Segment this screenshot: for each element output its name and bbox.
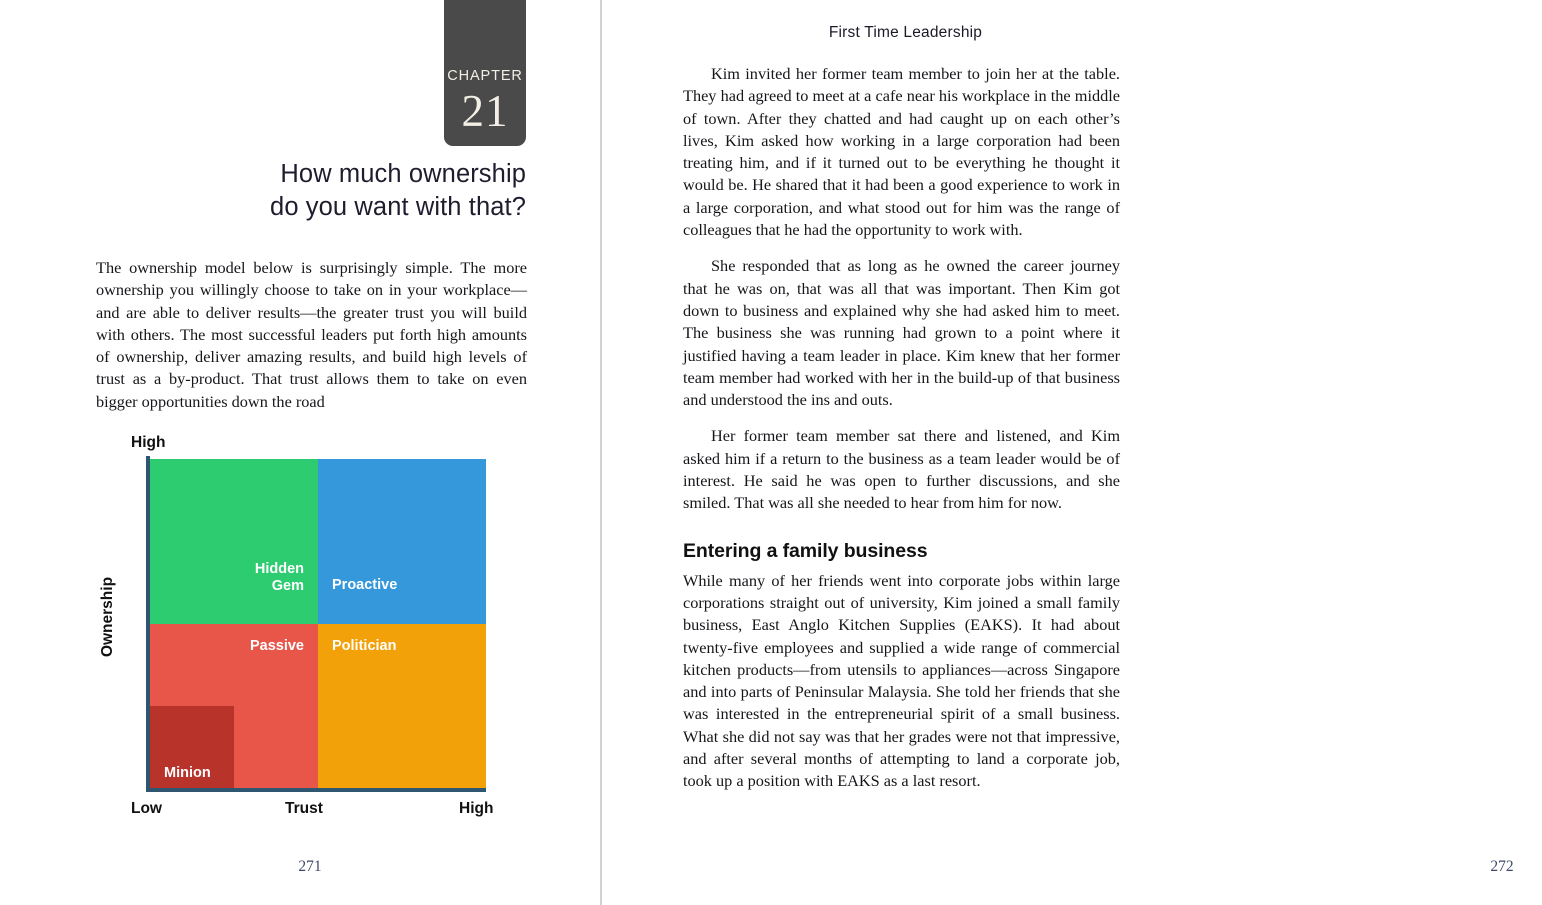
y-axis-title-label: Ownership: [99, 576, 117, 658]
matrix-cell-hidden-gem: [150, 459, 318, 624]
matrix-cell-minion: [150, 706, 234, 788]
section-paragraph: While many of her friends went into corporate jobs within large corporations straight out of university, Kim joined a small family business, East Anglo Kitchen Supplies (EAKS). It had about twenty-five employees and supplied a wide range of commercial kitchen products—from utensils to appliances—across Singapore and into parts of Peninsular Malaysia. She told her friends that she was interested in the entrepreneurial spirit of a small business. What she did not say was that her grades were not that impressive, and after several months of attempting to land a corporate job, took up a position with EAKS as a last resort.: [683, 570, 1120, 791]
chapter-word-label: CHAPTER: [447, 67, 523, 84]
chapter-badge: [444, 0, 526, 146]
section-heading: Entering a family business: [683, 539, 928, 562]
matrix-cell-label: Politician: [332, 638, 397, 655]
matrix-cell-label: Proactive: [332, 577, 398, 594]
page-number-left: 271: [298, 858, 322, 875]
ownership-trust-matrix-chart: [96, 430, 526, 820]
chapter-title-line-1: How much ownership: [280, 160, 526, 188]
page-number-right: 272: [1490, 858, 1514, 875]
chapter-title: [96, 158, 526, 224]
intro-paragraph: The ownership model below is surprisingly simple. The more ownership you willingly choose to take on in your workplace—and are able to deliver results—the greater trust you will build with others. The most successful leaders put forth high amounts of ownership, deliver amazing results, and build high levels of trust as a by-product. That trust allows them to take on even bigger opportunities down the road: [96, 258, 527, 411]
matrix-cell-label: Passive: [249, 638, 304, 655]
chapter-title-line-2: do you want with that?: [270, 193, 526, 222]
y-axis-high-label: High: [131, 434, 166, 451]
x-axis-low-label: Low: [131, 800, 162, 817]
right-page: [602, 0, 1514, 905]
matrix-cell-label: Minion: [164, 764, 211, 781]
chapter-number-label: 21: [461, 86, 509, 136]
matrix-cell-politician: [318, 624, 486, 789]
x-axis-high-label: High: [459, 800, 494, 817]
matrix-cell-proactive: [318, 459, 486, 624]
left-page: [0, 0, 600, 905]
x-axis-title-label: Trust: [285, 800, 323, 817]
matrix-cell-label: Hidden Gem: [254, 560, 304, 594]
body-paragraph: Kim invited her former team member to join her at the table. They had agreed to meet at a cafe near his workplace in the middle of town. After they chatted and had caught up on each other’s lives, Kim asked how working in a large corporation had been treating him, and if it turned out to be everything he thought it would be. He shared that it had been a good experience to work in a large corporation, and what stood out for him was the range of colleagues that he had the opportunity to work with.: [683, 64, 1120, 240]
right-page-body: [683, 63, 1120, 807]
body-paragraph: She responded that as long as he owned the career journey that he was on, that was all that was important. Then Kim got down to business and explained why she had asked him to meet. The business she was running had grown to a point where it justified having a team leader in place. Kim knew that her former team member had worked with her in the build-up of that business and understood the ins and outs.: [683, 256, 1120, 410]
body-paragraph: Her former team member sat there and listened, and Kim asked him if a return to the business as a team leader would be of interest. He said he was open to further discussions, and she smiled. That was all she needed to hear from him for now.: [683, 426, 1120, 513]
x-axis-line: [146, 788, 486, 792]
matrix-plot-area: [150, 459, 486, 788]
running-head: First Time Leadership: [828, 24, 983, 41]
